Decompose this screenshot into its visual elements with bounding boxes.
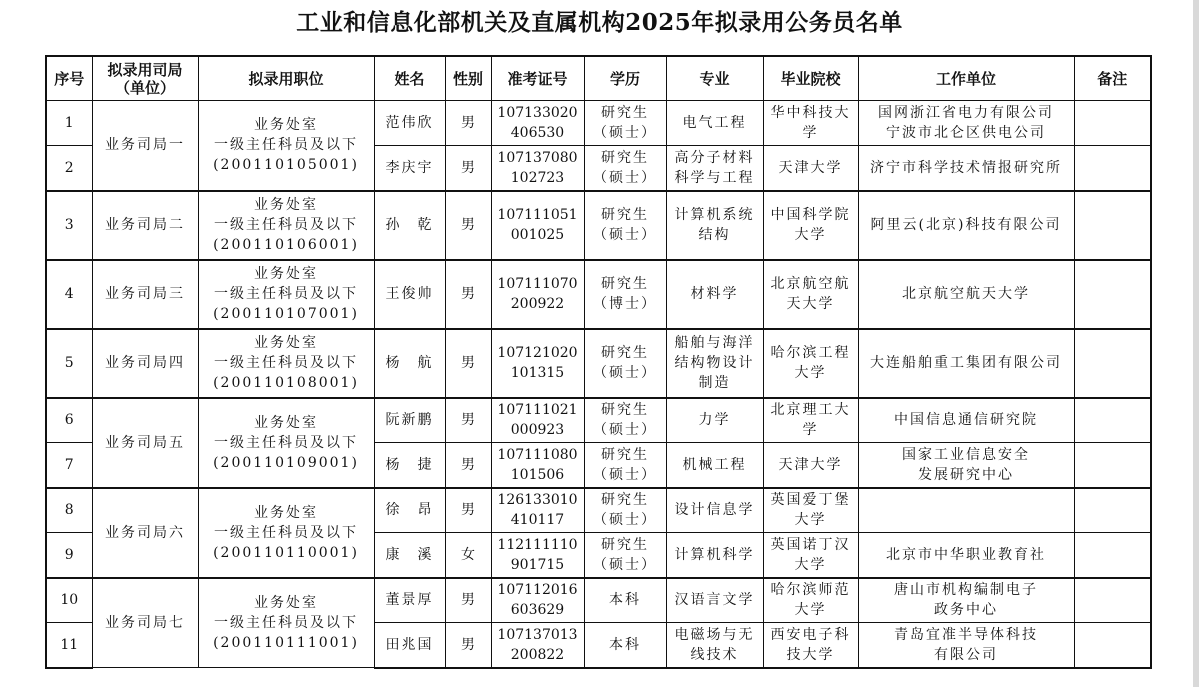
- table-row: [46, 578, 1151, 623]
- cell-exam-id: 112111110 901715: [491, 533, 584, 578]
- cell-dept: 业务司局一: [92, 101, 198, 191]
- cell-name: 董景厚: [374, 578, 445, 623]
- cell-name: 李庆宇: [374, 146, 445, 191]
- header-gender: 性别: [445, 56, 491, 101]
- cell-gender: 男: [445, 443, 491, 488]
- cell-gender: 男: [445, 488, 491, 533]
- cell-position: 业务处室 一级主任科员及以下 (200110107001): [198, 260, 374, 329]
- cell-major: 设计信息学: [666, 488, 763, 533]
- cell-employer: 北京市中华职业教育社: [858, 533, 1074, 578]
- page-edge: [1193, 0, 1199, 687]
- header-dept: 拟录用司局 （单位）: [92, 56, 198, 101]
- cell-major: 机械工程: [666, 443, 763, 488]
- cell-remarks: [1074, 623, 1151, 668]
- cell-position: 业务处室 一级主任科员及以下 (200110105001): [198, 101, 374, 191]
- cell-seq: 8: [46, 488, 92, 533]
- cell-seq: 11: [46, 623, 92, 668]
- cell-school: 英国爱丁堡 大学: [763, 488, 858, 533]
- cell-dept: 业务司局五: [92, 398, 198, 488]
- cell-major: 高分子材料 科学与工程: [666, 146, 763, 191]
- cell-name: 杨 捷: [374, 443, 445, 488]
- cell-education: 研究生 （硕士）: [584, 191, 666, 260]
- cell-exam-id: 107111051 001025: [491, 191, 584, 260]
- cell-employer: 唐山市机构编制电子 政务中心: [858, 578, 1074, 623]
- header-exam-id: 准考证号: [491, 56, 584, 101]
- cell-education: 研究生 （硕士）: [584, 533, 666, 578]
- cell-exam-id: 107121020 101315: [491, 329, 584, 398]
- cell-major: 汉语言文学: [666, 578, 763, 623]
- cell-position: 业务处室 一级主任科员及以下 (200110110001): [198, 488, 374, 578]
- cell-position: 业务处室 一级主任科员及以下 (200110108001): [198, 329, 374, 398]
- cell-employer: [858, 488, 1074, 533]
- header-row: [46, 56, 1151, 101]
- cell-gender: 女: [445, 533, 491, 578]
- cell-gender: 男: [445, 260, 491, 329]
- cell-school: 天津大学: [763, 146, 858, 191]
- cell-name: 王俊帅: [374, 260, 445, 329]
- cell-major: 电磁场与无 线技术: [666, 623, 763, 668]
- table-row: [46, 191, 1151, 260]
- cell-school: 北京理工大 学: [763, 398, 858, 443]
- cell-employer: 中国信息通信研究院: [858, 398, 1074, 443]
- cell-employer: 国网浙江省电力有限公司 宁波市北仑区供电公司: [858, 101, 1074, 146]
- cell-remarks: [1074, 533, 1151, 578]
- cell-remarks: [1074, 578, 1151, 623]
- cell-remarks: [1074, 329, 1151, 398]
- header-major: 专业: [666, 56, 763, 101]
- cell-remarks: [1074, 146, 1151, 191]
- cell-employer: 国家工业信息安全 发展研究中心: [858, 443, 1074, 488]
- header-name: 姓名: [374, 56, 445, 101]
- cell-remarks: [1074, 101, 1151, 146]
- header-employer: 工作单位: [858, 56, 1074, 101]
- cell-exam-id: 107112016 603629: [491, 578, 584, 623]
- document-title: 工业和信息化部机关及直属机构2025年拟录用公务员名单: [296, 9, 903, 36]
- table-row: [46, 101, 1151, 146]
- cell-remarks: [1074, 191, 1151, 260]
- cell-major: 材料学: [666, 260, 763, 329]
- cell-education: 研究生 （博士）: [584, 260, 666, 329]
- cell-dept: 业务司局二: [92, 191, 198, 260]
- cell-education: 研究生 （硕士）: [584, 146, 666, 191]
- cell-major: 计算机系统 结构: [666, 191, 763, 260]
- cell-seq: 6: [46, 398, 92, 443]
- table-row: [46, 398, 1151, 443]
- cell-school: 哈尔滨工程 大学: [763, 329, 858, 398]
- cell-name: 田兆国: [374, 623, 445, 668]
- cell-name: 徐 昂: [374, 488, 445, 533]
- cell-exam-id: 107137080 102723: [491, 146, 584, 191]
- cell-seq: 7: [46, 443, 92, 488]
- cell-employer: 阿里云(北京)科技有限公司: [858, 191, 1074, 260]
- cell-seq: 5: [46, 329, 92, 398]
- table-body: [46, 101, 1151, 668]
- cell-employer: 北京航空航天大学: [858, 260, 1074, 329]
- cell-gender: 男: [445, 329, 491, 398]
- cell-major: 力学: [666, 398, 763, 443]
- cell-seq: 1: [46, 101, 92, 146]
- header-position: 拟录用职位: [198, 56, 374, 101]
- cell-position: 业务处室 一级主任科员及以下 (200110109001): [198, 398, 374, 488]
- cell-gender: 男: [445, 623, 491, 668]
- cell-education: 本科: [584, 578, 666, 623]
- cell-major: 电气工程: [666, 101, 763, 146]
- cell-school: 北京航空航 天大学: [763, 260, 858, 329]
- cell-name: 范伟欣: [374, 101, 445, 146]
- cell-dept: 业务司局三: [92, 260, 198, 329]
- cell-education: 研究生 （硕士）: [584, 101, 666, 146]
- cell-seq: 4: [46, 260, 92, 329]
- cell-employer: 青岛宜准半导体科技 有限公司: [858, 623, 1074, 668]
- cell-education: 研究生 （硕士）: [584, 443, 666, 488]
- cell-gender: 男: [445, 578, 491, 623]
- cell-remarks: [1074, 488, 1151, 533]
- cell-school: 西安电子科 技大学: [763, 623, 858, 668]
- cell-remarks: [1074, 260, 1151, 329]
- cell-school: 华中科技大 学: [763, 101, 858, 146]
- cell-education: 研究生 （硕士）: [584, 488, 666, 533]
- cell-school: 英国诺丁汉 大学: [763, 533, 858, 578]
- cell-name: 孙 乾: [374, 191, 445, 260]
- cell-seq: 9: [46, 533, 92, 578]
- cell-exam-id: 107133020 406530: [491, 101, 584, 146]
- cell-gender: 男: [445, 146, 491, 191]
- cell-position: 业务处室 一级主任科员及以下 (200110106001): [198, 191, 374, 260]
- table-row: [46, 329, 1151, 398]
- cell-education: 研究生 （硕士）: [584, 398, 666, 443]
- cell-gender: 男: [445, 101, 491, 146]
- cell-employer: 大连船舶重工集团有限公司: [858, 329, 1074, 398]
- cell-exam-id: 107111080 101506: [491, 443, 584, 488]
- candidate-table: [45, 55, 1152, 669]
- cell-seq: 3: [46, 191, 92, 260]
- cell-name: 杨 航: [374, 329, 445, 398]
- cell-education: 本科: [584, 623, 666, 668]
- cell-major: 计算机科学: [666, 533, 763, 578]
- cell-dept: 业务司局四: [92, 329, 198, 398]
- cell-school: 哈尔滨师范 大学: [763, 578, 858, 623]
- cell-major: 船舶与海洋 结构物设计 制造: [666, 329, 763, 398]
- cell-gender: 男: [445, 398, 491, 443]
- header-education: 学历: [584, 56, 666, 101]
- cell-gender: 男: [445, 191, 491, 260]
- cell-seq: 2: [46, 146, 92, 191]
- cell-school: 中国科学院 大学: [763, 191, 858, 260]
- table-row: [46, 260, 1151, 329]
- cell-name: 康 溪: [374, 533, 445, 578]
- cell-position: 业务处室 一级主任科员及以下 (200110111001): [198, 578, 374, 668]
- cell-dept: 业务司局七: [92, 578, 198, 668]
- cell-education: 研究生 （硕士）: [584, 329, 666, 398]
- cell-exam-id: 107111021 000923: [491, 398, 584, 443]
- cell-exam-id: 126133010 410117: [491, 488, 584, 533]
- cell-remarks: [1074, 398, 1151, 443]
- header-remarks: 备注: [1074, 56, 1151, 101]
- cell-school: 天津大学: [763, 443, 858, 488]
- cell-name: 阮新鹏: [374, 398, 445, 443]
- cell-exam-id: 107111070 200922: [491, 260, 584, 329]
- cell-remarks: [1074, 443, 1151, 488]
- cell-employer: 济宁市科学技术情报研究所: [858, 146, 1074, 191]
- cell-seq: 10: [46, 578, 92, 623]
- header-seq: 序号: [46, 56, 92, 101]
- table-row: [46, 488, 1151, 533]
- header-school: 毕业院校: [763, 56, 858, 101]
- cell-exam-id: 107137013 200822: [491, 623, 584, 668]
- cell-dept: 业务司局六: [92, 488, 198, 578]
